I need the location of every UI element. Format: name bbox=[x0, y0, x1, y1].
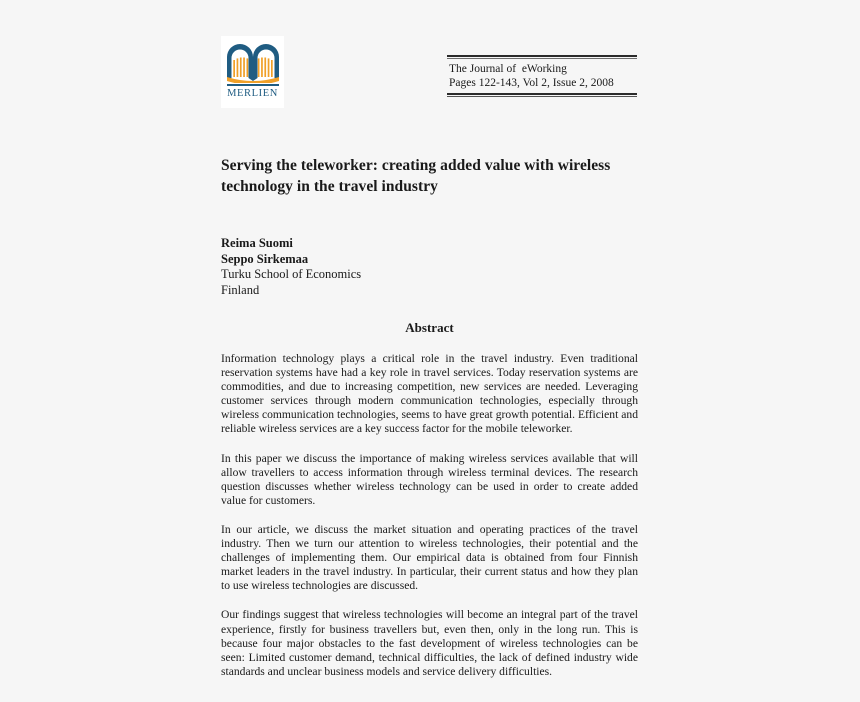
abstract-body bbox=[221, 352, 638, 679]
journal-box-bottom-rule-thick bbox=[447, 93, 637, 95]
open-book-logo-icon bbox=[223, 39, 283, 83]
journal-info-box bbox=[447, 55, 637, 97]
journal-issue-info: Pages 122-143, Vol 2, Issue 2, 2008 bbox=[449, 77, 614, 89]
publisher-logo bbox=[221, 36, 284, 108]
abstract-paragraph: In our article, we discuss the market situation and operating practices of the travel industry. Then we turn our attention to wireless technologies, their potential and the challenges of implementing them. Our empirical data is obtained from four Finnish market leaders in the travel industry. In particular, their current status and how they plan to use wireless technologies are discussed. bbox=[221, 522, 638, 593]
abstract-paragraph: In this paper we discuss the importance of making wireless services available that will allow travellers to access information through wireless terminal devices. The research question discusses whether wireless technology can be used in order to create added value for customers. bbox=[221, 451, 638, 507]
journal-info-text bbox=[447, 59, 637, 92]
author-block bbox=[221, 236, 638, 298]
article-column bbox=[221, 155, 638, 679]
journal-box-bottom-rule-thin bbox=[447, 96, 637, 97]
abstract-heading: Abstract bbox=[405, 320, 454, 335]
abstract-paragraph: Our findings suggest that wireless technologies will become an integral part of the travel experience, firstly for business travellers but, even then, only in the long run. This is because four major obstacles to the fast development of wireless technologies can be seen: Limited customer demand, technical difficulties, the lack of defined industry wide standards and unclear business models and service delivery difficulties. bbox=[221, 608, 638, 678]
journal-name: The Journal of eWorking bbox=[449, 63, 567, 75]
logo-divider bbox=[227, 84, 279, 86]
page-header bbox=[0, 0, 860, 120]
journal-box-top-rule-thick bbox=[447, 55, 637, 57]
article-title: Serving the teleworker: creating added value with wireless technology in the travel industry bbox=[221, 157, 611, 195]
author-name-1: Reima Suomi bbox=[221, 236, 293, 250]
author-affiliation: Turku School of Economics bbox=[221, 267, 362, 281]
author-name-2: Seppo Sirkemaa bbox=[221, 251, 309, 266]
logo-wordmark: MERLIEN bbox=[227, 88, 278, 99]
author-country: Finland bbox=[221, 282, 260, 297]
abstract-paragraph: Information technology plays a critical role in the travel industry. Even traditional reservation systems have had a key role in travel services. Today reservation systems are commodities, and due to increasing competition, new services are needed. Leveraging customer services through modern communication technologies, especially through wireless communication technologies, seems to have great growth potential. Efficient and reliable wireless services are a key success factor for the mobile teleworker. bbox=[221, 352, 638, 436]
